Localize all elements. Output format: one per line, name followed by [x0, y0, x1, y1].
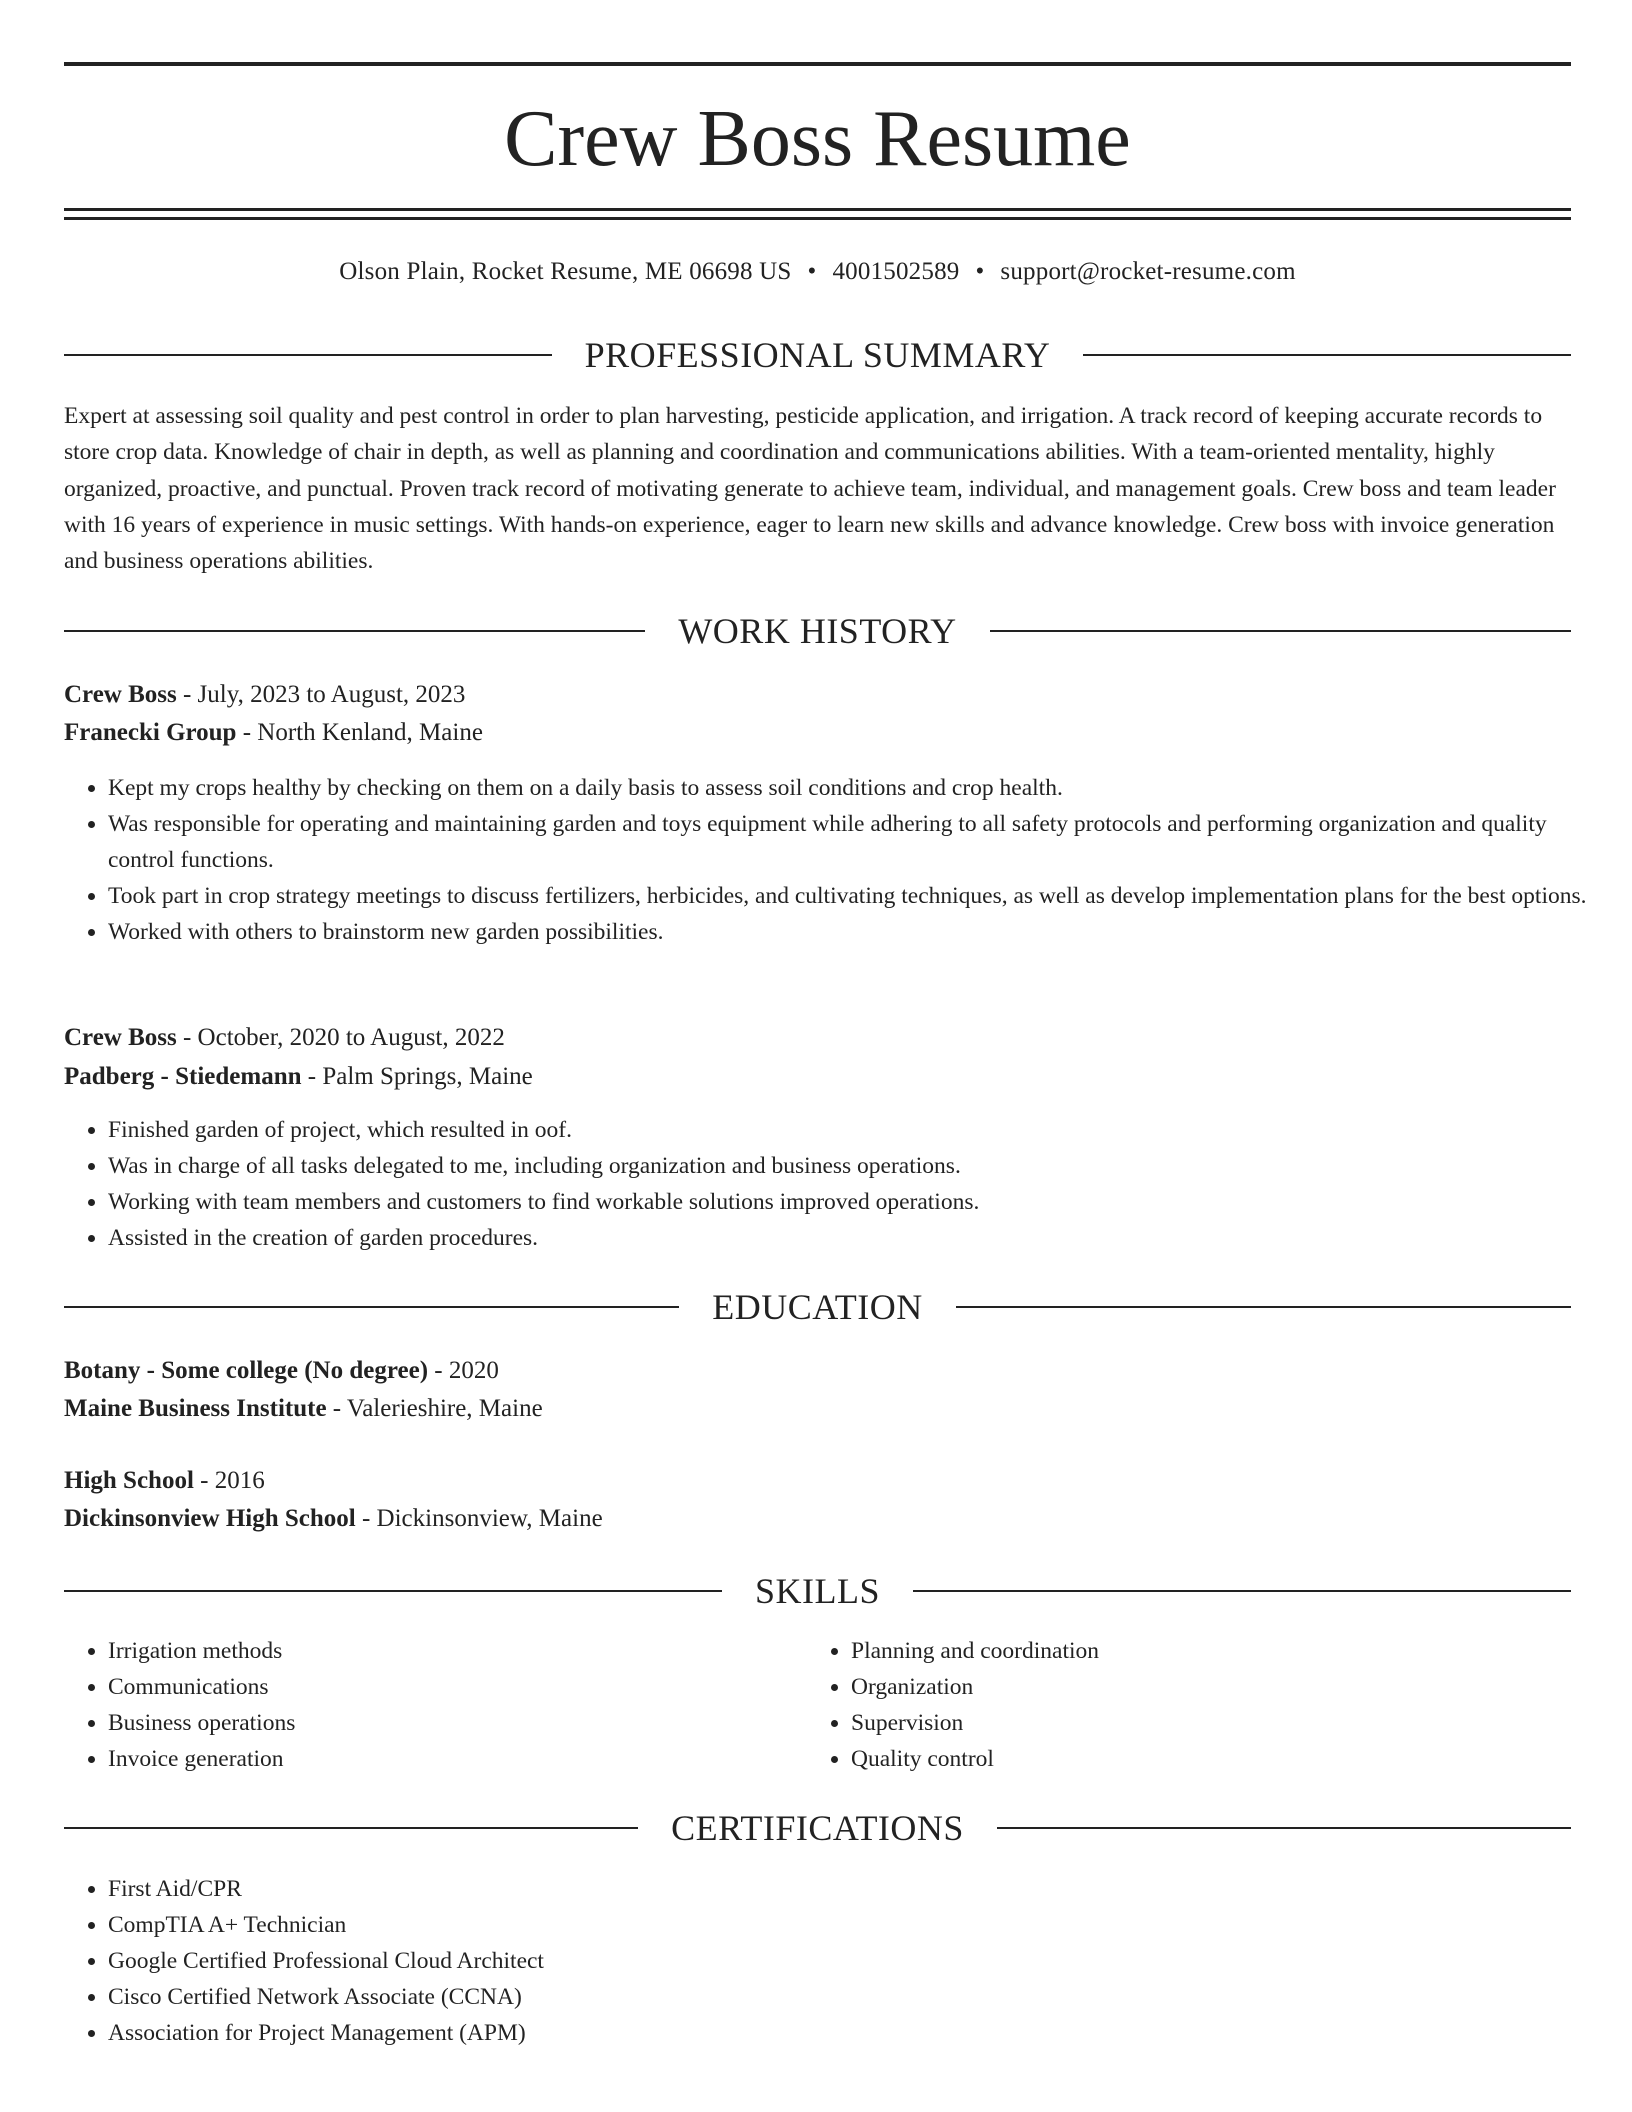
heading-rule [64, 630, 645, 632]
heading-rule [64, 354, 552, 356]
list-item: • CompTIA A+ Technician [108, 1907, 1615, 1943]
job-title-line [64, 677, 1571, 713]
top-rule [64, 62, 1571, 66]
job-company-line [64, 715, 1571, 751]
job-location: - North Kenland, Maine [236, 719, 483, 746]
resume-title: Crew Boss Resume [504, 95, 1131, 183]
contact-email: support@rocket-resume.com [1000, 258, 1296, 285]
summary-text: Expert at assessing soil quality and pest control in order to plan harvesting, pesticide application, and irrigation. A track record of keeping accurate records to store crop data. Knowledge of chair in depth, as well as planning and coordination and communications abilities. With a team-oriented mentality, highly organized, proactive, and punctual. Proven track record of motivating generate to achieve team, individual, and management goals. Crew boss and team leader with 16 years of experience in music settings. With hands-on experience, eager to learn new skills and advance knowledge. Crew boss with invoice generation and business operations abilities. [64, 403, 1556, 575]
job-company: Franecki Group [64, 719, 237, 746]
list-item: • Took part in crop strategy meetings to discuss fertilizers, herbicides, and cultivating techniques, as well as develop implementation plans for the best options. [108, 878, 1615, 914]
section-heading-text: EDUCATION [712, 1287, 923, 1327]
section-heading-text: WORK HISTORY [678, 611, 957, 651]
list-item: • Invoice generation [108, 1741, 808, 1777]
list-item: • Planning and coordination [851, 1633, 1551, 1669]
heading-rule [990, 630, 1571, 632]
contact-phone: 4001502589 [832, 258, 960, 285]
list-item: • Association for Project Management (APM) [108, 2015, 1615, 2051]
education-location: - Valerieshire, Maine [326, 1395, 543, 1422]
heading-rule [64, 1590, 722, 1592]
education-school: Maine Business Institute [64, 1395, 327, 1422]
job-company-line [64, 1059, 1571, 1095]
list-item: • Worked with others to brainstorm new garden possibilities. [108, 914, 1615, 950]
job-title-line [64, 1020, 1571, 1056]
section-heading-text: CERTIFICATIONS [671, 1808, 964, 1848]
section-heading-education [64, 1285, 1571, 1329]
contact-separator: • [975, 258, 985, 285]
education-year: - 2016 [193, 1467, 265, 1494]
list-item: • Supervision [851, 1705, 1551, 1741]
job-dates: - October, 2020 to August, 2022 [176, 1024, 505, 1051]
section-heading-text: PROFESSIONAL SUMMARY [584, 335, 1051, 375]
list-item: • Irrigation methods [108, 1633, 808, 1669]
skills-list-left [64, 1633, 808, 1777]
job-bullet-list [64, 1112, 1615, 1256]
education-location: - Dickinsonview, Maine [355, 1505, 603, 1532]
section-heading-skills [64, 1569, 1571, 1613]
contact-address: Olson Plain, Rocket Resume, ME 06698 US [339, 258, 792, 285]
list-item: • Assisted in the creation of garden procedures. [108, 1220, 1615, 1256]
list-item: • Organization [851, 1669, 1551, 1705]
section-heading-work-history [64, 609, 1571, 653]
list-item: • Working with team members and customers to find workable solutions improved operations. [108, 1184, 1615, 1220]
list-item: • Business operations [108, 1705, 808, 1741]
heading-rule [913, 1590, 1571, 1592]
section-heading-text: SKILLS [755, 1571, 881, 1611]
education-degree-line [64, 1463, 1571, 1499]
heading-rule [956, 1306, 1571, 1308]
heading-rule [64, 1827, 638, 1829]
section-heading-certifications [64, 1806, 1571, 1850]
list-item: • First Aid/CPR [108, 1871, 1615, 1907]
certifications-list [64, 1871, 1615, 2051]
list-item: • Finished garden of project, which resulted in oof. [108, 1112, 1615, 1148]
job-bullet-list [64, 770, 1615, 950]
title-double-rule [64, 208, 1571, 220]
heading-rule [64, 1306, 679, 1308]
heading-rule [1083, 354, 1571, 356]
job-title: Crew Boss [64, 681, 177, 708]
skills-list-right [807, 1633, 1551, 1777]
section-heading-summary [64, 333, 1571, 377]
list-item: • Google Certified Professional Cloud Architect [108, 1943, 1615, 1979]
job-company: Padberg - Stiedemann [64, 1063, 302, 1090]
heading-rule [997, 1827, 1571, 1829]
education-school-line [64, 1501, 1571, 1537]
list-item: • Was responsible for operating and maintaining garden and toys equipment while adhering to all safety protocols and performing organization and quality control functions. [108, 806, 1615, 878]
education-year: - 2020 [428, 1357, 499, 1384]
education-school: Dickinsonview High School [64, 1505, 356, 1532]
list-item: • Was in charge of all tasks delegated to me, including organization and business operations. [108, 1148, 1615, 1184]
contact-line [64, 254, 1571, 290]
job-title: Crew Boss [64, 1024, 177, 1051]
list-item: • Quality control [851, 1741, 1551, 1777]
job-location: - Palm Springs, Maine [301, 1063, 533, 1090]
education-degree: Botany - Some college (No degree) [64, 1357, 429, 1384]
list-item: • Communications [108, 1669, 808, 1705]
education-degree: High School [64, 1467, 194, 1494]
job-dates: - July, 2023 to August, 2023 [176, 681, 466, 708]
contact-separator: • [807, 258, 817, 285]
list-item: • Cisco Certified Network Associate (CCNA) [108, 1979, 1615, 2015]
education-degree-line [64, 1353, 1571, 1389]
education-school-line [64, 1391, 1571, 1427]
list-item: • Kept my crops healthy by checking on them on a daily basis to assess soil conditions and crop health. [108, 770, 1615, 806]
